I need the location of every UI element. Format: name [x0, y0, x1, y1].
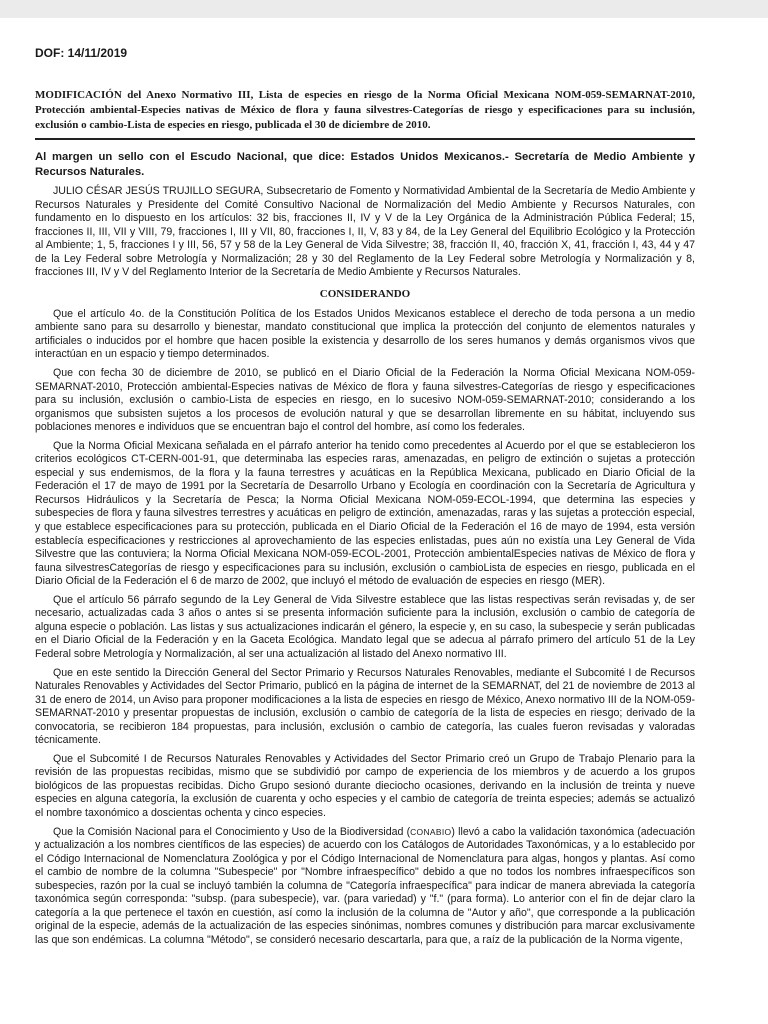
paragraph-text-start: Que la Comisión Nacional para el Conocimiento y Uso de la Biodiversidad (: [53, 825, 411, 838]
considerando-paragraph: Que la Norma Oficial Mexicana señalada en el párrafo anterior ha tenido como precedentes al Acuerdo por el que se establecieron los criterios ecológicos CT-CERN-001-91, que determinaba las especies raras, amenazadas, en peligro de extinción o sujetas a protección especial y sus endemismos, de la flora y la fauna terrestres y acuáticas en la República Mexicana, publicado en Diario Oficial de la Federación el 17 de mayo de 1991 por la Secretaría de Desarrollo Urbano y Ecología en coordinación con la Secretaría de Agricultura y Recursos Hidráulicos y la Secretaría de Pesca; la Norma Oficial Mexicana NOM-059-ECOL-1994, que determina las especies y subespecies de flora y fauna silvestres terrestres y acuáticas en peligro de extinción, amenazadas, raras y las sujetas a protección especial, y que establece especificaciones para su protección, publicada en el Diario Oficial de la Federación el 16 de mayo de 1994, esta versión establecía especificaciones y restricciones al aprovechamiento de las especies enlistadas, pues aún no existía una Ley General de Vida Silvestre que las contuviera; la Norma Oficial Mexicana NOM-059-ECOL-2001, Protección ambientalEspecies nativas de México de flora y fauna silvestresCategorías de riesgo y especificaciones para su inclusión, exclusión o cambioLista de especies en riesgo, publicada en el Diario Oficial de la Federación el 6 de marzo de 2002, que incluyó el método de evaluación de especies en riesgo (MER).: [35, 439, 695, 588]
document-title: MODIFICACIÓN del Anexo Normativo III, Lista de especies en riesgo de la Norma Oficial Mexicana NOM-059-SEMARNAT-2010, Protección ambiental-Especies nativas de México de flora y fauna silvestres-Categorías de riesgo y especificaciones para su inclusión, exclusión o cambio-Lista de especies en riesgo, publicada el 30 de diciembre de 2010.: [35, 89, 695, 131]
considerando-paragraph: Que el artículo 4o. de la Constitución Política de los Estados Unidos Mexicanos establece el derecho de toda persona a un medio ambiente sano para su desarrollo y bienestar, mandato constitucional que implica la protección del conjunto de elementos naturales y artificiales o inducidos por el hombre que hacen posible la existencia y desarrollo de los seres humanos y demás organismos vivos que interactúan en un espacio y tiempo determinados.: [35, 307, 695, 361]
considerando-paragraph: Que con fecha 30 de diciembre de 2010, se publicó en el Diario Oficial de la Federación la Norma Oficial Mexicana NOM-059-SEMARNAT-2010, Protección ambiental-Especies nativas de México de flora y fauna silvestres-Categorías de riesgo y especificaciones para su inclusión, exclusión o cambio-Lista de especies en riesgo, en lo sucesivo NOM-059-SEMARNAT-2010; considerando a los organismos que subsisten sujetos a los procesos de evolución natural y que se desarrollan libremente en su hábitat, incluyendo sus poblaciones menores e individuos que se encuentran bajo el control del hombre, así como los federales.: [35, 367, 695, 434]
conabio-abbreviation: CONABIO: [410, 826, 452, 837]
intro-paragraph: JULIO CÉSAR JESÚS TRUJILLO SEGURA, Subsecretario de Fomento y Normatividad Ambiental de la Secretaría de Medio Ambiente y Recursos Naturales y Presidente del Comité Consultivo Nacional de Normalización del Medio Ambiente y Recursos Naturales, con fundamento en lo dispuesto en los artículos: 32 bis, fracciones II, IV y V de la Ley Orgánica de la Administración Pública Federal; 15, fracciones II, III, VII y VIII, 79, fracciones I, III y VII, 80, fracciones I, II, V, 83 y 84, de la Ley General del Equilibrio Ecológico y la Protección al Ambiente; 1, 5, fracciones I y III, 56, 57 y 58 de la Ley General de Vida Silvestre; 38, fracción II, 40, fracción X, 41, fracción I, 43, 44 y 47 de la Ley Federal sobre Metrología y Normalización; 28 y 30 del Reglamento de la Ley Federal sobre Metrología y Normalización y 8, fracciones III, IV y V del Reglamento Interior de la Secretaría de Medio Ambiente y Recursos Naturales.: [35, 185, 695, 279]
considerando-paragraph-last: [35, 826, 695, 948]
top-band: [0, 0, 768, 18]
section-heading: CONSIDERANDO: [319, 287, 411, 300]
paragraph-text-end: ) llevó a cabo la validación taxonómica (adecuación y actualización a los nombres científicos de las especies) de acuerdo con los Catálogos de Autoridades Taxonómicas, y a lo establecido por el Código Internacional de Nomenclatura Zoológica y por el Código Internacional de Nomenclatura para algas, hongos y plantas. Así como el cambio de nombre de la columna "Subespecie" por "Nombre infraespecífico" debido a que no todos los nombres infraespecíficos son subespecies, razón por la cual se incluyó también la columna de "Categoría infraespecífica" para indicar de manera abreviada la categoría taxonómica según corresponda: "subsp. (para subespecie), var. (para variedad) y "f." (para forma). Lo anterior con el fin de dejar claro la categoría a la que pertenece el taxón en cuestión, así como la inclusión de la columna de "Autor y año", que corresponde a la publicación original de la especie, además de la actualización de las especies sinónimas, nombres comunes y distribución para marcar exclusivamente las que son endémicas. La columna "Método", se consideró necesario descartarla, para que, a raíz de la publicación de la Norma vigente,: [35, 825, 695, 946]
considerando-paragraph: Que el artículo 56 párrafo segundo de la Ley General de Vida Silvestre establece que las listas respectivas serán revisadas y, de ser necesario, actualizadas cada 3 años o antes si se presenta información suficiente para la inclusión, exclusión o cambio de categoría de alguna especie o población. Las listas y sus actualizaciones indicarán el género, la especie y, en su caso, la subespecie y serán publicadas en el Diario Oficial de la Federación y en la Gaceta Ecológica. Mandato legal que se adecua al párrafo primero del artículo 51 de la Ley Federal sobre Metrología y Normalización, al ser una actualización al listado del Anexo normativo III.: [35, 593, 695, 660]
considerando-paragraph: Que el Subcomité I de Recursos Naturales Renovables y Actividades del Sector Primario creó un Grupo de Trabajo Plenario para la revisión de las propuestas recibidas, mismo que se subdividió por campo de experiencia de los miembros y de acuerdo a los grupos biológicos de las propuestas recibidas. Dicho Grupo sesionó durante dieciocho ocasiones, derivando en la inclusión de treinta y nueve especies en alguna categoría, la exclusión de cuarenta y ocho especies y el cambio de categoría de treinta especies; además se actualizó el nombre taxonómico a doscientas ochenta y cinco especies.: [35, 752, 695, 819]
document-body: [35, 36, 695, 952]
dof-date: DOF: 14/11/2019: [35, 46, 128, 60]
considerando-paragraph: Que en este sentido la Dirección General del Sector Primario y Recursos Naturales Renovables, mediante el Subcomité I de Recursos Naturales Renovables y Actividades del Sector Primario, publicó en la página de internet de la SEMARNAT, del 21 de noviembre de 2013 al 31 de enero de 2014, un Aviso para proponer modificaciones a la lista de especies en riesgo de México, Anexo normativo III de la NOM-059-SEMARNAT-2010 y presentar propuestas de inclusión, exclusión o cambio de categoría de la lista de especies en riesgo; derivado de la convocatoria, se recibieron 184 propuestas, para inclusión, exclusión o cambio de categoría, las cuales fueron revisadas y valoradas técnicamente.: [35, 666, 695, 747]
title-divider: [35, 138, 695, 140]
margin-note: Al margen un sello con el Escudo Nacional, que dice: Estados Unidos Mexicanos.- Secretaría de Medio Ambiente y Recursos Naturales.: [35, 151, 695, 178]
